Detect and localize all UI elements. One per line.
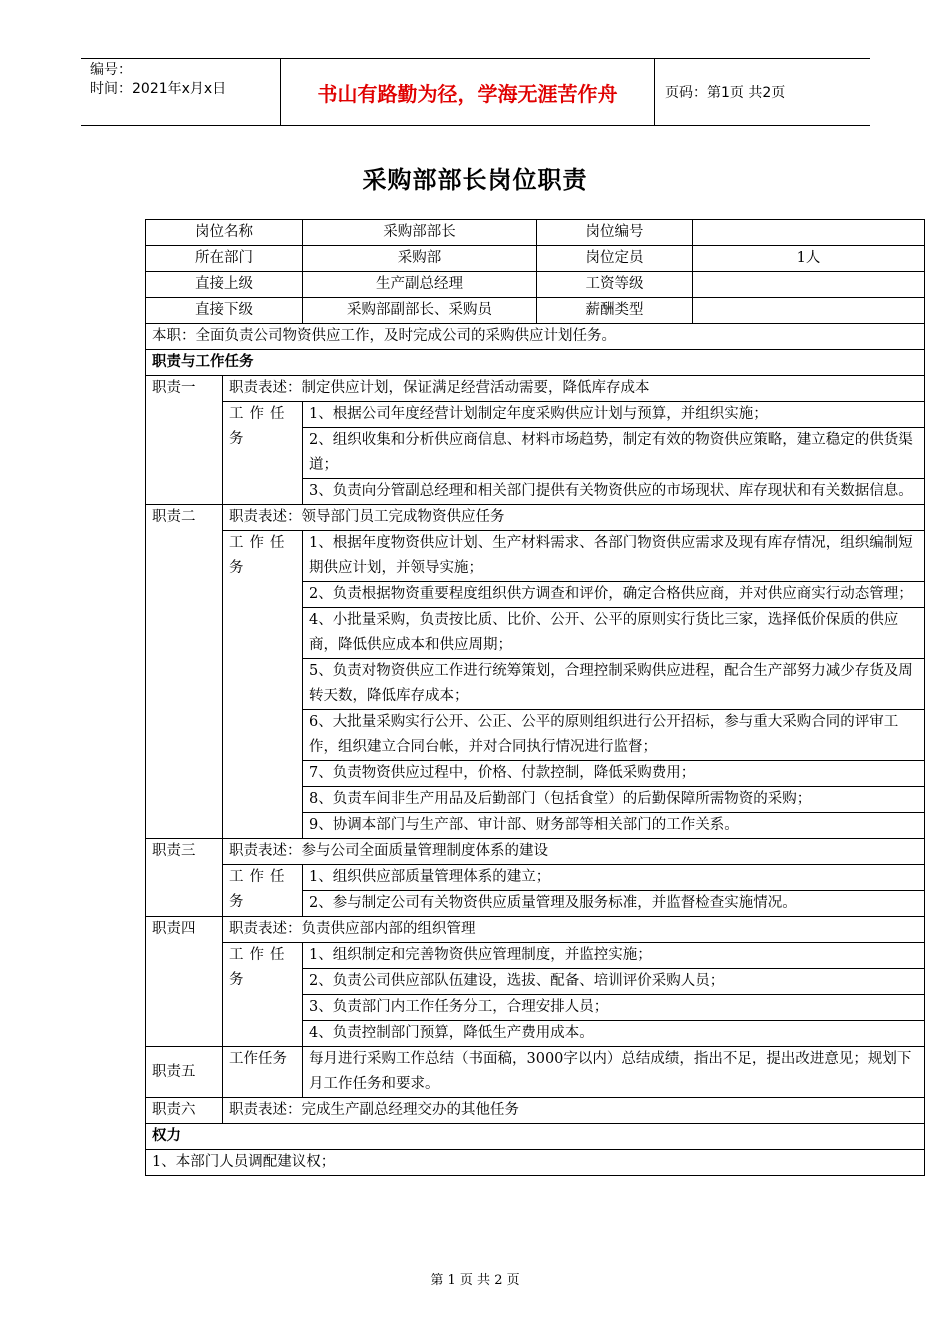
duty-desc: 职责表述：制定供应计划，保证满足经营活动需要，降低库存成本	[223, 376, 925, 402]
duty-desc: 职责表述：参与公司全面质量管理制度体系的建设	[223, 839, 925, 865]
page-info: 页码：第1页 共2页	[665, 85, 786, 101]
task-item: 3、负责向分管副总经理和相关部门提供有关物资供应的市场现状、库存现状和有关数据信息。	[303, 479, 925, 505]
task-item: 1、组织供应部质量管理体系的建立；	[303, 865, 925, 891]
task-item: 1、组织制定和完善物资供应管理制度，并监控实施；	[303, 943, 925, 969]
info-label: 直接上级	[146, 272, 303, 298]
info-row	[146, 246, 925, 272]
duty-label: 职责三	[146, 839, 223, 917]
duty-desc: 职责表述：完成生产副总经理交办的其他任务	[223, 1098, 925, 1124]
task-row	[146, 531, 925, 582]
info-row	[146, 272, 925, 298]
duty-label: 职责六	[146, 1098, 223, 1124]
info-value: 生产副总经理	[303, 272, 537, 298]
task-item: 2、组织收集和分析供应商信息、材料市场趋势，制定有效的物资供应策略，建立稳定的供货渠道；	[303, 428, 925, 479]
info-row	[146, 220, 925, 246]
duty-row	[146, 917, 925, 943]
duty-row	[146, 505, 925, 531]
duty-desc: 职责表述：负责供应部内部的组织管理	[223, 917, 925, 943]
task-item: 2、参与制定公司有关物资供应质量管理及服务标准，并监督检查实施情况。	[303, 891, 925, 917]
duty-label: 职责一	[146, 376, 223, 505]
time-label: 时间：2021年x月x日	[90, 81, 227, 97]
job-description-table	[145, 219, 925, 1176]
info-label: 岗位定员	[537, 246, 693, 272]
task-item: 2、负责公司供应部队伍建设，选拔、配备、培训评价采购人员；	[303, 969, 925, 995]
task-item: 1、根据公司年度经营计划制定年度采购供应计划与预算，并组织实施；	[303, 402, 925, 428]
duty-desc: 职责表述：领导部门员工完成物资供应任务	[223, 505, 925, 531]
info-value: 采购部副部长、采购员	[303, 298, 537, 324]
header-meta	[81, 59, 281, 125]
info-label: 岗位名称	[146, 220, 303, 246]
duty-label: 职责五	[146, 1047, 223, 1098]
task-item: 2、负责根据物资重要程度组织供方调查和评价，确定合格供应商，并对供应商实行动态管理；	[303, 582, 925, 608]
page-header	[81, 58, 870, 126]
info-label: 岗位编号	[537, 220, 693, 246]
duty-row	[146, 839, 925, 865]
summary: 本职：全面负责公司物资供应工作，及时完成公司的采购供应计划任务。	[146, 324, 925, 350]
duty-label: 职责四	[146, 917, 223, 1047]
task-item: 4、小批量采购，负责按比质、比价、公开、公平的原则实行货比三家，选择低价保质的供应商，降低供应成本和供应周期；	[303, 608, 925, 659]
info-value	[693, 220, 925, 246]
info-label: 所在部门	[146, 246, 303, 272]
info-label: 工资等级	[537, 272, 693, 298]
duty-row	[146, 376, 925, 402]
info-value: 1人	[693, 246, 925, 272]
task-item: 7、负责物资供应过程中，价格、付款控制，降低采购费用；	[303, 761, 925, 787]
task-item: 4、负责控制部门预算，降低生产费用成本。	[303, 1021, 925, 1047]
task-item: 6、大批量采购实行公开、公正、公平的原则组织进行公开招标，参与重大采购合同的评审工作，组织建立合同台帐，并对合同执行情况进行监督；	[303, 710, 925, 761]
task-label: 工作任务	[223, 865, 303, 917]
task-item: 3、负责部门内工作任务分工，合理安排人员；	[303, 995, 925, 1021]
duty-row	[146, 1047, 925, 1098]
task-row	[146, 402, 925, 428]
task-row	[146, 865, 925, 891]
duty-label: 职责二	[146, 505, 223, 839]
page-footer: 第 1 页 共 2 页	[430, 1273, 520, 1288]
motto: 书山有路勤为径，学海无涯苦作舟	[281, 59, 655, 125]
info-value	[693, 298, 925, 324]
info-value: 采购部部长	[303, 220, 537, 246]
task-label: 工作任务	[223, 402, 303, 505]
info-label: 直接下级	[146, 298, 303, 324]
document-title: 采购部部长岗位职责	[362, 166, 588, 194]
task-label: 工作任务	[223, 531, 303, 839]
number-label: 编号：	[90, 62, 132, 78]
task-item: 5、负责对物资供应工作进行统筹策划，合理控制采购供应进程，配合生产部努力减少存货及周转天数，降低库存成本；	[303, 659, 925, 710]
task-item: 1、根据年度物资供应计划、生产材料需求、各部门物资供应需求及现有库存情况，组织编制短期供应计划，并领导实施；	[303, 531, 925, 582]
task-label: 工作任务	[223, 1047, 303, 1098]
authority-heading: 权力	[146, 1124, 925, 1150]
duties-heading: 职责与工作任务	[146, 350, 925, 376]
info-row	[146, 298, 925, 324]
info-value	[693, 272, 925, 298]
task-item: 9、协调本部门与生产部、审计部、财务部等相关部门的工作关系。	[303, 813, 925, 839]
task-item: 每月进行采购工作总结（书面稿，3000字以内）总结成绩，指出不足，提出改进意见；规划下月工作任务和要求。	[303, 1047, 925, 1098]
task-item: 8、负责车间非生产用品及后勤部门（包括食堂）的后勤保障所需物资的采购；	[303, 787, 925, 813]
task-label: 工作任务	[223, 943, 303, 1047]
duty-row	[146, 1098, 925, 1124]
task-row	[146, 943, 925, 969]
info-value: 采购部	[303, 246, 537, 272]
info-label: 薪酬类型	[537, 298, 693, 324]
authority-item: 1、本部门人员调配建议权；	[146, 1150, 925, 1176]
